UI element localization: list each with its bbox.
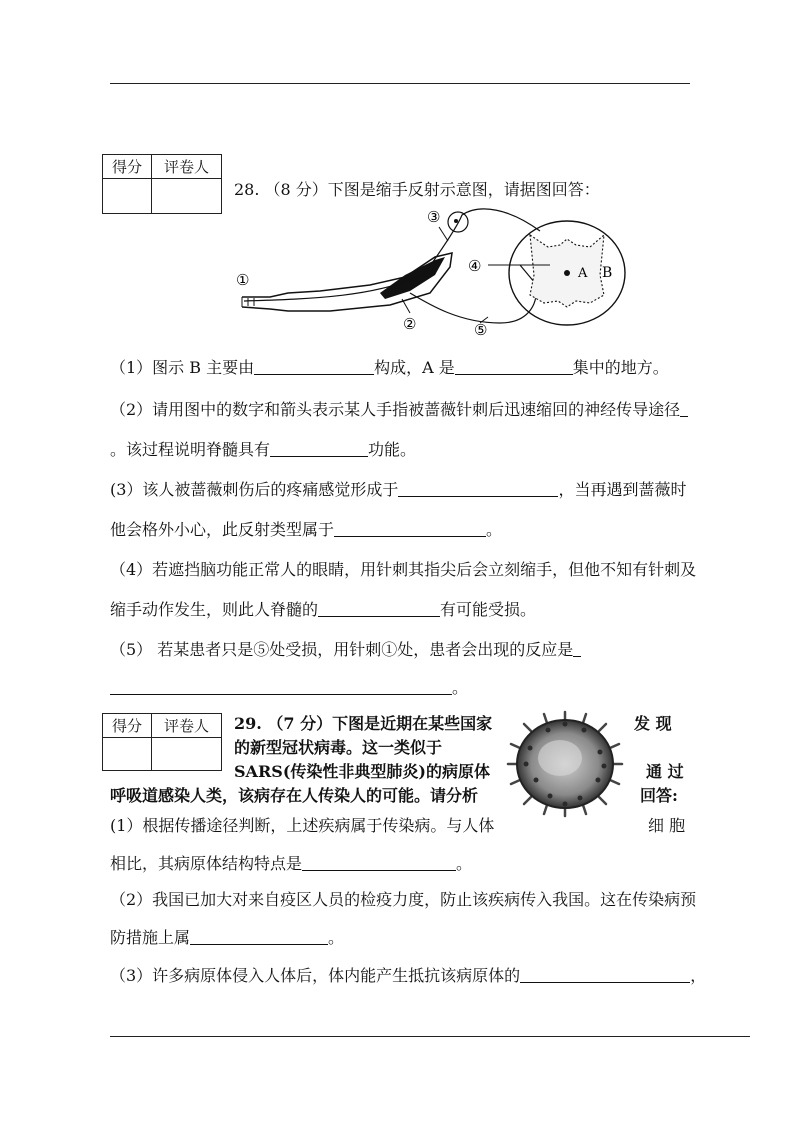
bottom-rule	[110, 1036, 750, 1037]
reviewer-cell[interactable]	[152, 179, 222, 214]
q29-s2-line2: 防措施上属 。	[110, 928, 345, 947]
reviewer-label: 评卷人	[152, 714, 222, 738]
score-label: 得分	[103, 714, 152, 738]
label-B: B	[602, 265, 613, 281]
q29-line2: 的新型冠状病毒。这一类似于	[234, 738, 443, 757]
answer-blank-3b[interactable]	[334, 520, 486, 537]
answer-blank-3a[interactable]	[398, 480, 558, 497]
finger-lines	[242, 297, 254, 307]
answer-blank-29-1[interactable]	[302, 854, 456, 871]
q28-s5-line1: （5） 若某患者只是⑤处受损，用针刺①处，患者会出现的反应是	[110, 640, 581, 660]
answer-blank-2a[interactable]	[680, 400, 688, 417]
answer-blank-29-3[interactable]	[520, 966, 690, 983]
reviewer-label: 评卷人	[152, 155, 222, 179]
score-box-q29	[102, 713, 222, 771]
q29-s1-cell: 细 胞	[648, 816, 686, 835]
q29-line3a: SARS(传染性非典型肺炎)的病原体	[234, 762, 490, 781]
q28-s1: （1）图示 B 主要由 构成，A 是 集中的地方。	[110, 358, 669, 377]
label-A: A	[578, 266, 588, 281]
answer-blank-2b[interactable]	[270, 440, 368, 457]
label-1: ①	[236, 271, 250, 289]
score-cell[interactable]	[103, 738, 152, 771]
q28-heading: 28. （8 分）下图是缩手反射示意图，请据图回答：	[234, 180, 600, 199]
q29-s3-line1: （3）许多病原体侵入人体后，体内能产生抵抗该病原体的 ，	[110, 966, 707, 985]
q28-s3-line2: 他会格外小心，此反射类型属于 。	[110, 520, 503, 539]
label2-pointer	[402, 299, 410, 313]
central-canal	[564, 270, 570, 276]
q29-line1a: 29. （7 分）下图是近期在某些国家	[234, 714, 493, 733]
label-2: ②	[403, 315, 417, 333]
label-5: ⑤	[474, 321, 488, 339]
reflex-arc-diagram	[230, 205, 630, 340]
answer-blank-5a[interactable]	[573, 640, 581, 657]
q28-s2-line1: （2）请用图中的数字和箭头表示某人手指被蔷薇针刺后迅速缩回的神经传导途径	[110, 400, 688, 420]
q28-s4-line2: 缩手动作发生，则此人脊髓的 有可能受损。	[110, 600, 537, 619]
q29-s1-line1: (1）根据传播途径判断，上述疾病属于传染病。与人体	[110, 816, 495, 835]
q29-line4b: 回答:	[640, 786, 678, 805]
q29-s2-line1: （2）我国已加大对来自疫区人员的检疫力度，防止该疾病传入我国。这在传染病预	[110, 890, 697, 909]
answer-blank-1b[interactable]	[455, 358, 573, 375]
score-cell[interactable]	[103, 179, 152, 214]
q29-line4a: 呼吸道感染人类，该病存在人传染人的可能。请分析	[110, 786, 479, 805]
answer-blank-5b[interactable]	[110, 678, 452, 695]
answer-blank-4[interactable]	[318, 600, 440, 617]
label3-pointer	[439, 227, 448, 241]
reviewer-cell[interactable]	[152, 738, 222, 771]
answer-blank-29-2[interactable]	[190, 928, 328, 945]
ganglion-dot	[454, 219, 458, 223]
q28-s4-line1: （4）若遮挡脑功能正常人的眼睛，用针刺其指尖后会立刻缩手，但他不知有针刺及	[110, 560, 697, 579]
q28-s2-line2: 。该过程说明脊髓具有 功能。	[110, 440, 417, 459]
answer-blank-1a[interactable]	[254, 358, 374, 375]
q28-s3-line1: (3）该人被蔷薇刺伤后的疼痛感觉形成于 ，当再遇到蔷薇时	[110, 480, 687, 499]
score-box-q28	[102, 154, 222, 214]
muscle-effector	[380, 257, 445, 299]
q28-s5-line2: 。	[110, 678, 468, 698]
score-label: 得分	[103, 155, 152, 179]
label-4: ④	[468, 257, 482, 275]
label-3: ③	[427, 208, 441, 226]
top-rule	[110, 83, 690, 84]
coronavirus-image	[500, 708, 630, 820]
q29-line1b: 发 现	[634, 714, 672, 733]
q29-s1-line2: 相比，其病原体结构特点是 。	[110, 854, 473, 873]
q29-line3b: 通 过	[646, 762, 684, 781]
